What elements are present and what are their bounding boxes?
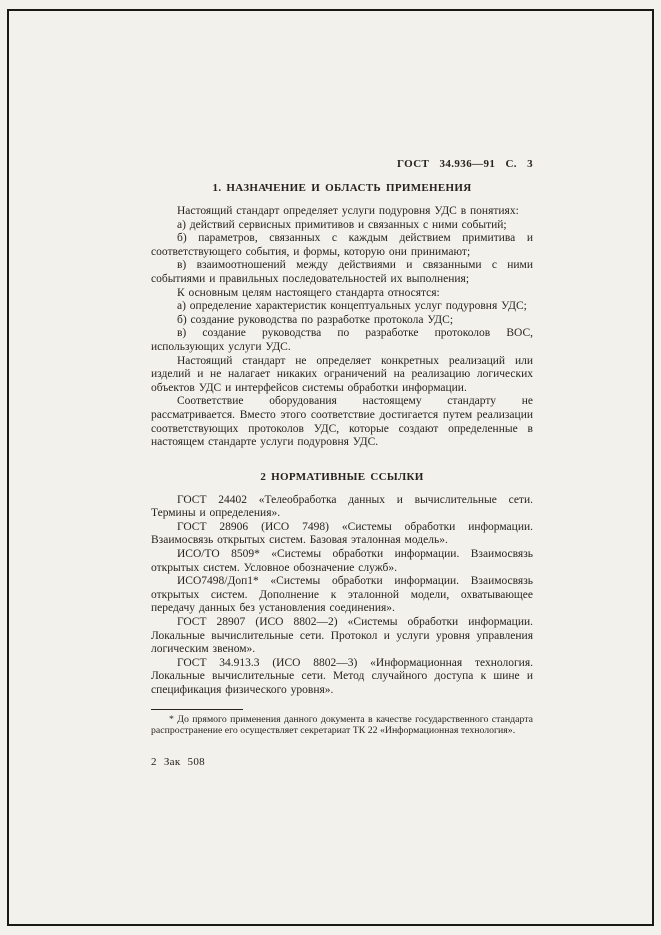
paragraph: ИСО7498/Доп1* «Системы обработки информации. Взаимосвязь открытых систем. Дополнение к эталонной модели, охватывающее передачу данных без установления соединения». [151,575,533,615]
paragraph: ГОСТ 28907 (ИСО 8802—2) «Системы обработки информации. Локальные вычислительные сети. Протокол и услуги уровня управления логическим звеном». [151,616,533,656]
paragraph: Соответствие оборудования настоящему стандарту не рассматривается. Вместо этого соответствие достигается путем реализации соответствующих протоколов УДС, которые создают определенные в настоящем стандарте услуги подуровня УДС. [151,395,533,449]
paragraph: б) создание руководства по разработке протокола УДС; [177,313,454,326]
paragraph: ГОСТ 24402 «Телеобработка данных и вычислительные сети. Термины и определения». [151,493,533,520]
paragraph: ГОСТ 34.913.3 (ИСО 8802—3) «Информационная технология. Локальные вычислительные сети. Метод случайного доступа к шине и спецификация физического уровня». [151,656,533,696]
page-header: ГОСТ 34.936—91 С. 3 [397,158,533,170]
paragraph: б) параметров, связанных с каждым действием примитива и соответствующего события, и формы, которую они принимают; [151,232,533,258]
paragraph: Настоящий стандарт не определяет конкретных реализаций или изделий и не налагает никаких ограничений на реализацию логических объектов УДС и интерфейсов системы обработки информации. [151,354,533,394]
paragraph: ИСО/ТО 8509* «Системы обработки информации. Взаимосвязь открытых систем. Условное обозначение служб». [151,548,533,574]
paragraph: Настоящий стандарт определяет услуги подуровня УДС в понятиях: [177,205,519,217]
paragraph: а) действий сервисных примитивов и связанных с ними событий; [177,218,507,231]
paragraph: в) взаимоотношений между действиями и связанными с ними событиями и правильных последовательностей их выполнения; [151,259,533,285]
paragraph: в) создание руководства по разработке протоколов ВОС, использующих услуги УДС. [151,327,533,353]
paragraph: К основным целям настоящего стандарта относятся: [177,286,440,299]
paragraph: а) определение характеристик концептуальных услуг подуровня УДС; [177,300,527,313]
footnote: * До прямого применения данного документа в качестве государственного стандарта распространение его осуществляет секретариат ТК 22 «Информационная технология». [151,713,533,737]
paragraph: ГОСТ 28906 (ИСО 7498) «Системы обработки информации. Взаимосвязь открытых систем. Базовая эталонная модель». [151,520,533,547]
page-content [151,158,533,768]
section-2-heading: 2 НОРМАТИВНЫЕ ССЫЛКИ [260,470,424,483]
section-1-heading: 1. НАЗНАЧЕНИЕ И ОБЛАСТЬ ПРИМЕНЕНИЯ [212,182,472,194]
footnote-rule [151,709,243,710]
page-footer: 2 Зак 508 [151,756,205,769]
